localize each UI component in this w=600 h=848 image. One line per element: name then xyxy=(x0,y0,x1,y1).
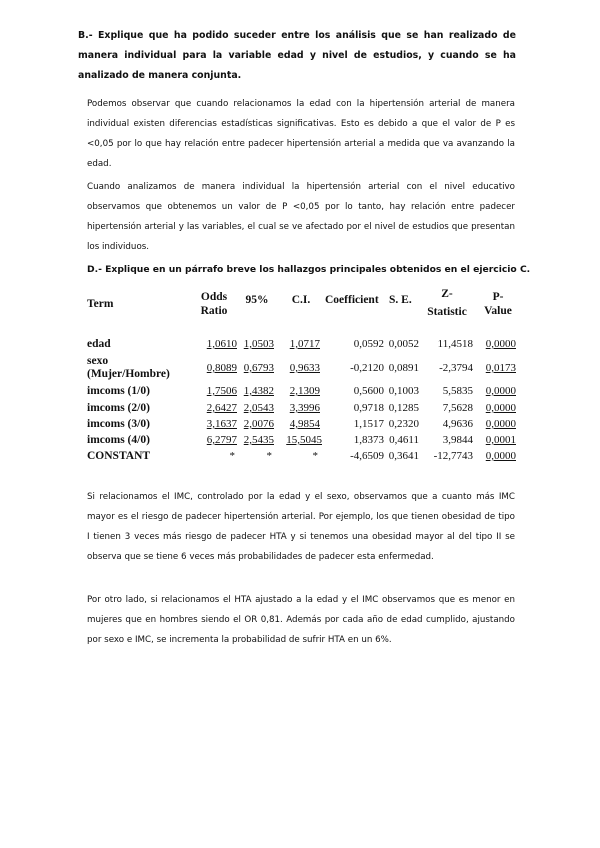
cell-ci-low: * xyxy=(266,450,272,462)
cell-odds-ratio: 0,8089 xyxy=(206,362,237,374)
row-term: edad xyxy=(87,338,111,350)
header-odds: Odds xyxy=(200,291,228,303)
cell-se: 0,1003 xyxy=(388,385,419,397)
header-p: P- xyxy=(492,291,504,303)
paragraph-sex-age-findings: Por otro lado, si relacionamos el HTA ajustado a la edad y el IMC observamos que es menor en mujeres que en hombres siendo el OR 0,81. Además por cada año de edad cumplido, ajustando por sexo e IMC, se incrementa la probabilidad de sufrir HTA en un 6%. xyxy=(87,595,515,645)
cell-p-value: 0,0000 xyxy=(485,418,516,430)
cell-odds-ratio: 2,6427 xyxy=(206,402,237,414)
header-ratio: Ratio xyxy=(200,305,228,317)
section-b-heading: B.- Explique que ha podido suceder entre los análisis que se han realizado de manera individual para la variable edad y nivel de estudios, y cuando se ha analizado de manera conjunta. xyxy=(78,30,516,81)
cell-ci-low: 1,0503 xyxy=(243,338,274,350)
cell-ci-low: 2,0076 xyxy=(243,418,274,430)
cell-ci-high: 1,0717 xyxy=(289,338,320,350)
header-statistic: Statistic xyxy=(427,306,467,318)
section-d-heading: D.- Explique en un párrafo breve los hallazgos principales obtenidos en el ejercicio C. xyxy=(87,264,531,275)
cell-coefficient: 0,0592 xyxy=(353,338,384,350)
cell-ci-high: 2,1309 xyxy=(289,385,320,397)
row-term: imcoms (4/0) xyxy=(87,434,150,446)
cell-odds-ratio: 6,2797 xyxy=(206,434,237,446)
cell-se: 0,4611 xyxy=(389,434,419,446)
cell-se: 0,0052 xyxy=(388,338,419,350)
paragraph-education-hypertension: Cuando analizamos de manera individual la hipertensión arterial con el nivel educativo observamos que obtenemos un valor de P <0,05 por lo tanto, hay relación entre padecer hipertensión arterial y las variables, el cual se ve afectado por el nivel de estudios que presentan los individuos. xyxy=(87,182,515,252)
cell-ci-high: * xyxy=(312,450,318,462)
row-term-detail: (Mujer/Hombre) xyxy=(87,368,170,380)
cell-odds-ratio: * xyxy=(229,450,235,462)
cell-ci-low: 2,5435 xyxy=(243,434,274,446)
cell-z: -12,7743 xyxy=(433,450,473,462)
row-term: imcoms (2/0) xyxy=(87,402,150,414)
cell-coefficient: 0,5600 xyxy=(353,385,384,397)
cell-odds-ratio: 1,0610 xyxy=(206,338,237,350)
cell-ci-high: 4,9854 xyxy=(289,418,320,430)
cell-p-value: 0,0000 xyxy=(485,402,516,414)
cell-z: 7,5628 xyxy=(442,402,473,414)
cell-coefficient: 1,1517 xyxy=(353,418,384,430)
cell-p-value: 0,0000 xyxy=(485,450,516,462)
cell-ci-high: 3,3996 xyxy=(289,402,320,414)
header-se: S. E. xyxy=(389,294,412,306)
cell-ci-low: 0,6793 xyxy=(243,362,274,374)
cell-se: 0,1285 xyxy=(388,402,419,414)
header-coefficient: Coefficient xyxy=(325,294,379,306)
cell-p-value: 0,0173 xyxy=(485,362,516,374)
cell-se: 0,3641 xyxy=(388,450,419,462)
cell-z: 5,5835 xyxy=(442,385,473,397)
cell-z: 4,9636 xyxy=(442,418,473,430)
header-z: Z- xyxy=(441,288,453,300)
cell-coefficient: 0,9718 xyxy=(353,402,384,414)
cell-coefficient: -0,2120 xyxy=(350,362,384,374)
row-term: CONSTANT xyxy=(87,450,151,462)
cell-z: 11,4518 xyxy=(437,338,473,350)
cell-se: 0,2320 xyxy=(388,418,419,430)
row-term: imcoms (1/0) xyxy=(87,385,150,397)
row-term: sexo xyxy=(87,355,109,367)
cell-p-value: 0,0000 xyxy=(485,338,516,350)
cell-p-value: 0,0001 xyxy=(485,434,516,446)
header-value: Value xyxy=(484,305,512,317)
cell-coefficient: 1,8373 xyxy=(353,434,384,446)
header-ci: C.I. xyxy=(291,294,311,306)
cell-z: -2,3794 xyxy=(439,362,473,374)
cell-p-value: 0,0000 xyxy=(485,385,516,397)
cell-odds-ratio: 1,7506 xyxy=(206,385,237,397)
cell-se: 0,0891 xyxy=(388,362,419,374)
cell-coefficient: -4,6509 xyxy=(350,450,384,462)
paragraph-age-hypertension: Podemos observar que cuando relacionamos la edad con la hipertensión arterial de manera individual existen diferencias estadísticas significativas. Esto es debido a que el valor de P es <0,05 por lo que hay relación entre padecer hipertensión arterial a medida que va avanzando la edad. xyxy=(87,99,515,169)
header-95: 95% xyxy=(245,294,269,306)
row-term: imcoms (3/0) xyxy=(87,418,150,430)
cell-z: 3,9844 xyxy=(442,434,473,446)
cell-ci-low: 2,0543 xyxy=(243,402,274,414)
paragraph-imc-findings: Si relacionamos el IMC, controlado por la edad y el sexo, observamos que a cuanto más IMC mayor es el riesgo de padecer hipertensión arterial. Por ejemplo, los que tienen obesidad de tipo I tienen 3 veces más riesgo de padecer HTA y si tenemos una obesidad mayor al del tipo II se observa que se tiene 6 veces más probabilidades de padecer esta enfermedad. xyxy=(87,492,515,562)
cell-ci-high: 0,9633 xyxy=(289,362,320,374)
cell-odds-ratio: 3,1637 xyxy=(206,418,237,430)
cell-ci-low: 1,4382 xyxy=(243,385,274,397)
cell-ci-high: 15,5045 xyxy=(286,434,322,446)
header-term: Term xyxy=(87,298,114,310)
